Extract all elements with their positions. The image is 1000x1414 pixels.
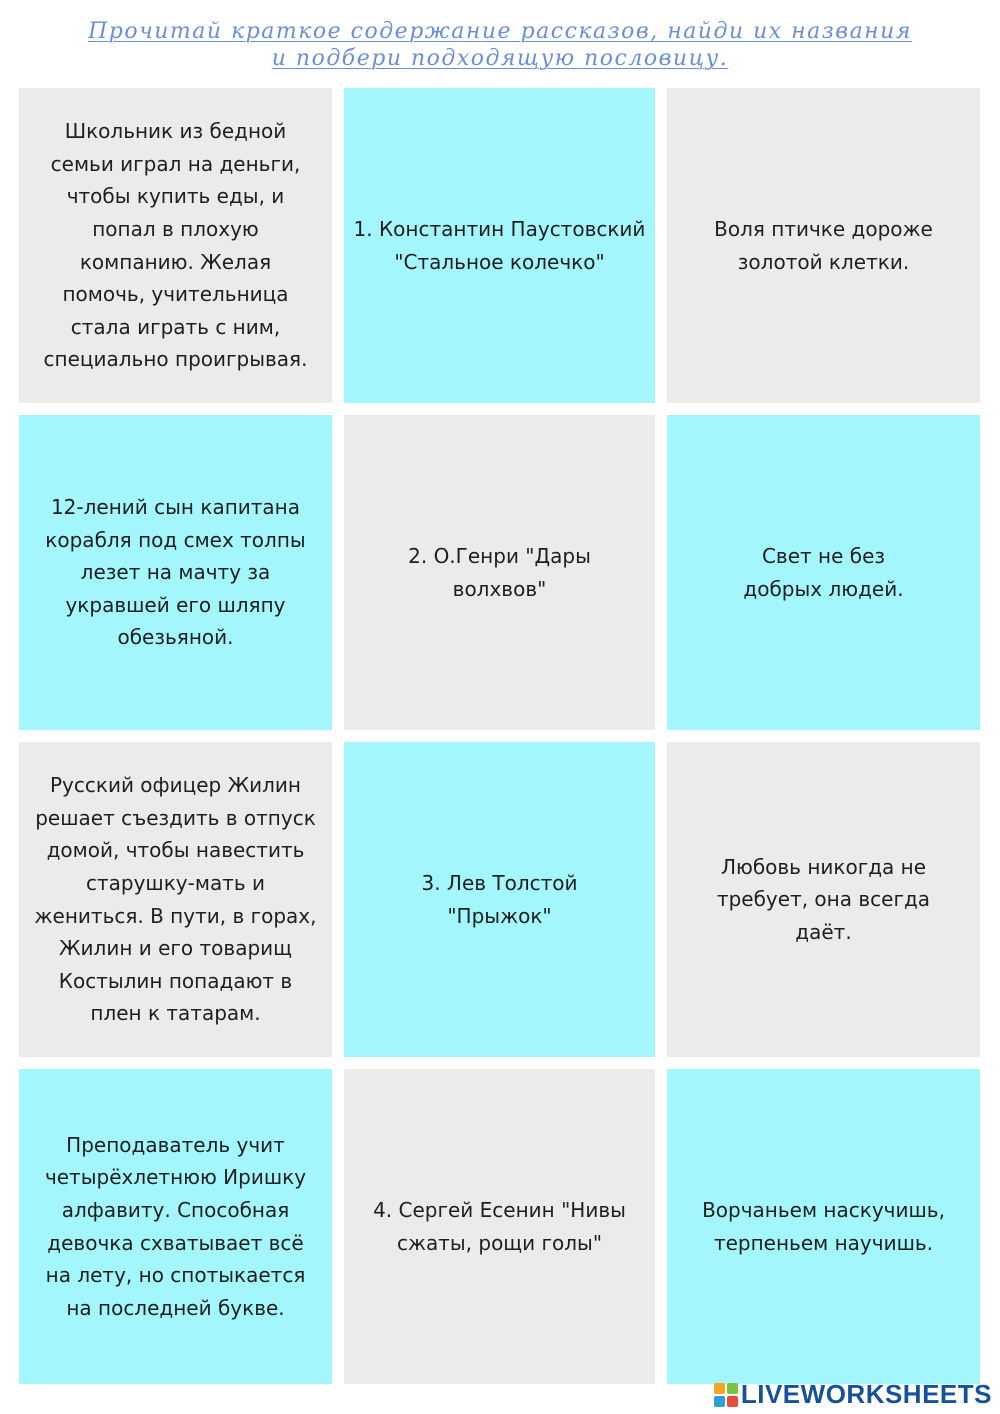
liveworksheets-logo-icon	[714, 1383, 738, 1407]
proverb-card-3[interactable]: Любовь никогда не требует, она всегда даёт.	[667, 742, 980, 1057]
title-card-1[interactable]: 1. Константин Паустовский "Стальное колечко"	[344, 88, 655, 403]
summary-card-3[interactable]: Русский офицер Жилин решает съездить в отпуск домой, чтобы навестить старушку-мать и жениться. В пути, в горах, Жилин и его товарищ Костылин попадают в плен к татарам.	[19, 742, 332, 1057]
proverb-card-1[interactable]: Воля птичке дороже золотой клетки.	[667, 88, 980, 403]
title-card-2[interactable]: 2. О.Генри "Дары волхвов"	[344, 415, 655, 730]
instructions-header	[0, 18, 1000, 72]
instructions-line-2: и подбери подходящую пословицу.	[271, 46, 729, 71]
title-card-3[interactable]: 3. Лев Толстой "Прыжок"	[344, 742, 655, 1057]
brand-name: LIVEWORKSHEETS	[740, 1379, 992, 1409]
summary-card-2[interactable]: 12-лений сын капитана корабля под смех толпы лезет на мачту за укравшей его шляпу обезьяной.	[19, 415, 332, 730]
summary-card-4[interactable]: Преподаватель учит четырёхлетнюю Иришку алфавиту. Способная девочка схватывает всё на лету, но спотыкается на последней букве.	[19, 1069, 332, 1384]
matching-grid	[19, 88, 980, 1384]
liveworksheets-brand	[714, 1379, 992, 1410]
title-card-4[interactable]: 4. Сергей Есенин "Нивы сжаты, рощи голы"	[344, 1069, 655, 1384]
instructions-line-1: Прочитай краткое содержание рассказов, найди их названия	[88, 19, 912, 44]
proverb-card-2[interactable]: Свет не без добрых людей.	[667, 415, 980, 730]
proverb-card-4[interactable]: Ворчаньем наскучишь, терпеньем научишь.	[667, 1069, 980, 1384]
summary-card-1[interactable]: Школьник из бедной семьи играл на деньги, чтобы купить еды, и попал в плохую компанию. Желая помочь, учительница стала играть с ним, специально проигрывая.	[19, 88, 332, 403]
